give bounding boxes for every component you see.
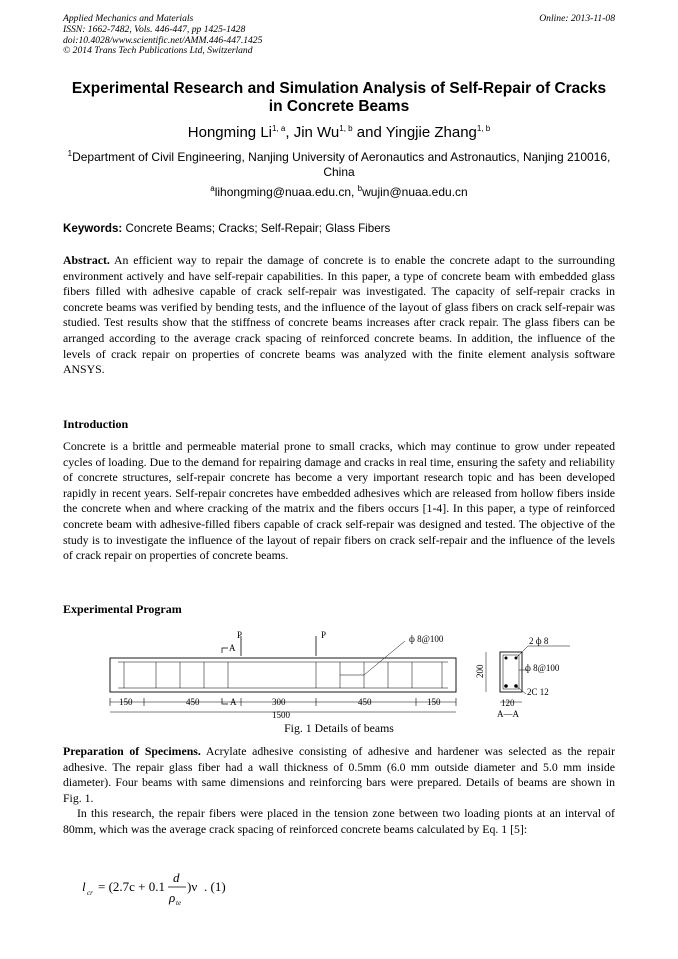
journal-name: Applied Mechanics and Materials — [63, 13, 194, 24]
eq-denominator: ρ — [169, 890, 176, 905]
email-line — [63, 185, 615, 200]
cs-bottom-bars: 2C 12 — [527, 687, 549, 697]
load-label-right: P — [321, 630, 327, 640]
dim-label: 450 — [186, 697, 200, 707]
dim-label: 300 — [272, 697, 286, 707]
email-b: wujin@nuaa.edu.cn — [362, 185, 468, 199]
author-list — [63, 124, 615, 142]
cs-height: 200 — [475, 664, 485, 678]
eq-left: = (2.7c + 0.1 — [98, 879, 166, 894]
author-name: Jin Wu — [293, 124, 340, 141]
stirrup-label: ф 8@100 — [409, 634, 444, 644]
introduction-heading: Introduction — [63, 417, 129, 431]
dim-label: 150 — [427, 697, 441, 707]
keywords-text: Concrete Beams; Cracks; Self-Repair; Glass Fibers — [122, 222, 391, 235]
affiliation-text: Department of Civil Engineering, Nanjing University of Aeronautics and Astronautics, Nanjing 210016, China — [72, 150, 611, 179]
cs-title: A—A — [497, 709, 519, 719]
keywords — [63, 221, 615, 236]
beam-diagram — [100, 626, 620, 722]
section-mark-top — [222, 648, 228, 653]
preparation-text: Acrylate adhesive consisting of adhesive and hardener was selected as the repair adhesive. The repair glass fiber had a wall thickness of 0.5mm (6.0 mm outside diameter and 5.0 mm inside diameter). Four beams with same dimensions and reinforcing bars were prepared. Details of beams are shown in Fig. 1. — [63, 744, 615, 805]
dim-label: 150 — [119, 697, 133, 707]
equation-graphic — [82, 868, 262, 908]
journal-meta — [63, 14, 615, 57]
dim-label: 450 — [358, 697, 372, 707]
leader-line — [516, 686, 526, 694]
email-sup: a — [210, 184, 215, 193]
section-mark-bottom — [222, 698, 228, 704]
spacing-paragraph: In this research, the repair fibers were placed in the tension zone between two loading pionts at an interval of 80mm, which was the average crack spacing of reinforced concrete beams calculated by Eq. 1 [5]: — [63, 806, 615, 836]
beam-outline — [110, 658, 456, 692]
issn-line: ISSN: 1662-7482, Vols. 446-447, pp 1425-1428 — [63, 23, 246, 35]
eq-right: )ν — [187, 879, 198, 894]
copyright-line: © 2014 Trans Tech Publications Ltd, Switzerland — [63, 45, 253, 57]
affiliation — [63, 150, 615, 180]
cross-section-stirrup — [503, 655, 519, 689]
cs-width: 120 — [501, 698, 515, 708]
preparation-paragraph — [63, 744, 615, 806]
equation-1 — [82, 868, 262, 908]
online-date: Online: 2013-11-08 — [539, 13, 615, 24]
doi-line: doi:10.4028/www.scientific.net/AMM.446-447.1425 — [63, 34, 263, 46]
author-name: Yingjie Zhang — [385, 124, 477, 141]
experimental-heading: Experimental Program — [63, 602, 182, 616]
eq-numerator: d — [173, 870, 180, 885]
stirrups — [124, 662, 442, 688]
rebar-dot — [504, 684, 508, 688]
preparation-label: Preparation of Specimens. — [63, 744, 201, 758]
eq-number: . (1) — [204, 879, 226, 894]
author-sup: 1, a — [272, 124, 286, 133]
abstract-label: Abstract. — [63, 253, 110, 267]
load-label-left: P — [237, 630, 243, 640]
eq-den-sub: te — [176, 899, 182, 907]
eq-lhs-sub: cr — [87, 889, 93, 897]
author-separator: and — [352, 124, 386, 141]
abstract-text: An efficient way to repair the damage of concrete is to enable the concrete adapt to the surrounding environment actively and have self-repair capabilities. In this paper, a type of concrete beam with embedded glass fibers filled with adhesive capable of crack self-repair was investigated. The capacity of self-repair cracks in concrete beams was verified by bending tests, and the influence of the layout of glass fibers on crack self-repair was studied. Test results show that the stiffness of concrete beams increases after crack repair. The glass fibers can be arranged according to the average crack spacing of reinforced concrete beams. In addition, the influence of the levels of crack repair on properties of concrete beams was analyzed with the finite element analysis software ANSYS. — [63, 253, 615, 377]
abstract — [63, 253, 615, 378]
cs-stirrup: ф 8@100 — [525, 663, 560, 673]
section-label-top: A — [229, 643, 236, 653]
cross-section — [500, 652, 522, 692]
total-dimension: 1500 — [272, 710, 290, 720]
affiliation-sup: 1 — [67, 149, 73, 158]
introduction-text: Concrete is a brittle and permeable material prone to small cracks, which may continue to grow under repeated cycles of loading. Due to the demand for repairing damage and cracks in real time, ensuring the safety and reliability of concrete structures, self-repair concrete has become a very important research topic and has been developed rapidly in recent years. Self-repair concretes have embedded adhesives which are released from hollow fibers inside the concrete when and where cracking of the matrix and the fibers occurs [1-4]. In this paper, a type of reinforced concrete beam with adhesive-filled fibers capable of crack self-repair was designed and tested. The objective of the study is to investigate the influence of the layout of repair fibers on crack self-repair and the influence of the levels of crack repair on properties of concrete beams. — [63, 439, 615, 563]
author-sup: 1, b — [339, 124, 353, 133]
email-sup: b — [357, 184, 363, 193]
section-label-bottom: A — [230, 697, 237, 707]
rebar-dot — [505, 657, 508, 660]
figure-caption: Fig. 1 Details of beams — [284, 721, 394, 735]
email-a: lihongming@nuaa.edu.cn, — [214, 185, 358, 199]
author-name: Hongming Li — [187, 124, 272, 141]
author-sup: 1, b — [476, 124, 491, 133]
author-separator: , — [285, 124, 294, 141]
keywords-label: Keywords: — [63, 222, 123, 235]
cs-top-bars: 2 ф 8 — [529, 636, 549, 646]
eq-lhs: l — [82, 879, 86, 894]
paper-title: Experimental Research and Simulation Analysis of Self-Repair of Cracks in Concrete Beams — [71, 80, 607, 115]
